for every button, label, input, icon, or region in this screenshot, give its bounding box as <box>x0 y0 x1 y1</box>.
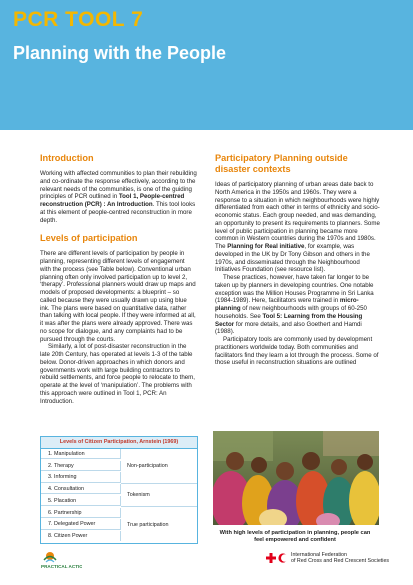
table-row: 4. Consultation <box>41 484 121 494</box>
table-row: 7. Delegated Power <box>41 519 121 529</box>
practical-action-text: PRACTICAL ACTION <box>41 564 82 569</box>
community-photo-illustration <box>213 431 379 525</box>
micro-planning: micro-planning <box>215 297 359 312</box>
ifrc-logo <box>266 552 401 574</box>
group-non-participation: Non-participation <box>121 449 197 484</box>
participatory-paragraph-2 <box>215 274 380 336</box>
table-title: Levels of Citizen Participation, Arnstein (1969) <box>41 437 197 449</box>
ifrc-line-2: of Red Cross and Red Crescent Societies <box>291 558 390 565</box>
table-row: 3. Informing <box>41 472 121 482</box>
table-row: 6. Partnership <box>41 508 121 518</box>
participatory-paragraph-1 <box>215 181 380 274</box>
table-row: 2. Therapy <box>41 461 121 471</box>
group-true-participation: True participation <box>127 522 169 529</box>
right-column <box>215 153 380 367</box>
photo-caption: With high levels of participation in planning, people can feel empowered and confident <box>219 530 371 543</box>
ifrc-line-1: International Federation <box>291 552 347 558</box>
table-row: 5. Placation <box>41 496 121 506</box>
intro-paragraph <box>40 170 197 224</box>
levels-paragraph-1: There are different levels of participation by people in planning, representing different levels of engagement with the process (see Table below). Conventional urban planning often only involved participation up to level 2, ‘therapy’. Professional planners would draw up maps and models of proposed developments: a blueprint – so called because they were usually drawn up using blue ink. The plans were based on quantitative data, rather than talking with local people. If they were informed at all, it was after the plans were already approved. There was no scope for dialogue, and any complaints had to be pursued through the courts. <box>40 250 196 343</box>
levels-paragraph-2: Similarly, a lot of post-disaster reconstruction in the late 20th Century, has operated at levels 1-3 of the table below. Donor-driven approaches in which donors and governments work with large building contractors to rebuild settlements, and force people to relocate to them, operate at the level of ‘manipulation’. The problems with this approach were outlined in Tool 1, PCR: An Introduction. <box>40 343 195 405</box>
p2-text-b: of new neighbourhoods with groups of 60-250 households. See <box>215 305 367 320</box>
page-title: Planning with the People <box>13 43 227 63</box>
community-photo <box>213 431 379 525</box>
p1-text-a: Ideas of participatory planning of urban areas date back to North America in the 1950s and 1960s. They were a response to a situation in which neighbourhoods were highly differentiated from each other in terms of ethnicity and socio-economic status. Each group needed, and was demanding, an opportunity to present its requirements to planners. Some level of public participation in planning became more common in Western countries during the 1970s and 1980s. The <box>215 181 380 250</box>
p2-text-a: These practices, however, have taken far longer to be taken up by planners in developing countries. One notable exception was the Million Houses Programme in Sri Lanka (1984-1989). Here, facilitators were trained in <box>215 274 374 305</box>
planning-for-real: Planning for Real initiative <box>227 243 305 250</box>
p2-text-c: for more details, and also Goethert and Hamdi (1988). <box>215 320 362 336</box>
practical-action-logo <box>40 550 82 570</box>
participatory-paragraph-3: Participatory tools are commonly used by development practitioners worldwide today. Both communities and facilitators find they learn a lot through the process. Some of those useful in reconstruction situations are outlined <box>215 336 379 367</box>
intro-heading: Introduction <box>40 153 94 163</box>
table-row: 8. Citizen Power <box>41 531 121 541</box>
participatory-heading: Participatory Planning outside disaster contexts <box>215 153 348 174</box>
header-banner <box>0 0 413 130</box>
left-column <box>40 153 197 405</box>
tool-number: PCR TOOL 7 <box>13 8 144 31</box>
intro-text-1: Working with affected communities to plan their rebuilding and co-ordinate the response effectively, according to the relevant needs of the communities, is one of the guiding principles of PCR outlined in <box>40 170 197 201</box>
intro-text-2: . This tool looks at this element of people-centred reconstruction in more depth. <box>40 201 196 224</box>
ifrc-name <box>291 552 389 565</box>
practical-action-mark <box>40 550 82 570</box>
red-cross-icon <box>266 553 276 563</box>
table-row: 1. Manipulation <box>41 449 121 459</box>
red-crescent-icon <box>278 553 288 563</box>
table-body <box>41 449 197 543</box>
levels-heading: Levels of participation <box>40 233 138 244</box>
intro-tool-link: Tool 1, People-centred reconstruction (PCR) : An Introduction <box>40 193 185 208</box>
participation-table <box>40 436 198 544</box>
group-tokenism: Tokenism <box>121 484 197 507</box>
p1-text-b: , for example, was developed in the UK by Dr Tony Gibson and others in the 1970s, and disseminated through the Neighbourhood Initiatives Foundation (see resource list). <box>215 243 370 274</box>
tool-5-link: Tool 5: Learning from the Housing Sector <box>215 312 363 328</box>
